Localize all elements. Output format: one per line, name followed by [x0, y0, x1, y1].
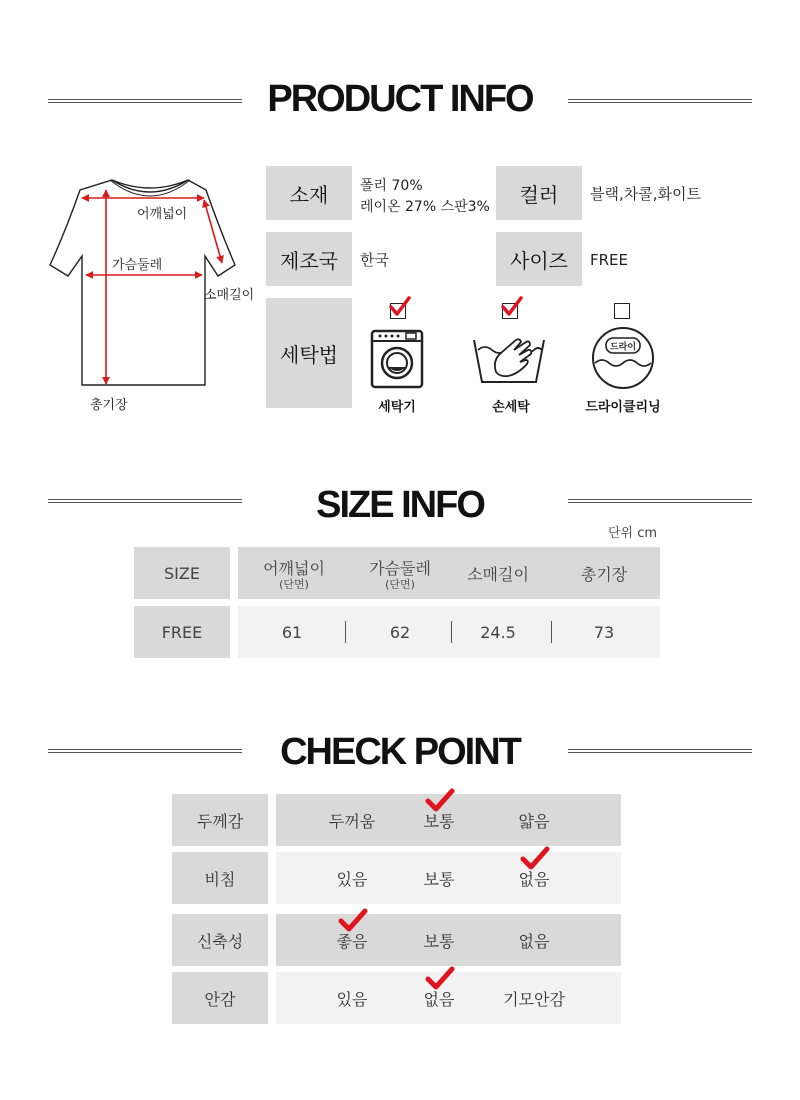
check-point-option[interactable]: 얇음: [518, 811, 550, 831]
check-point-option[interactable]: 기모안감: [503, 989, 565, 1009]
wash-label-box: [266, 298, 352, 408]
material-line2: 레이온 27% 스판3%: [360, 199, 490, 215]
color-label-box: [496, 166, 582, 220]
check-point-option[interactable]: 두꺼움: [328, 811, 376, 831]
col-name: 가슴둘레: [369, 559, 431, 578]
check-point-label: 신축성: [172, 914, 268, 966]
size-header-label: [134, 547, 230, 599]
check-point-label: 안감: [172, 972, 268, 1024]
wash-label: 세탁법: [280, 342, 338, 367]
check-point-options: [276, 972, 621, 1024]
size-value: 61: [281, 622, 303, 642]
size-col-chest: [350, 547, 450, 599]
dry-clean-checkbox[interactable]: [614, 303, 630, 319]
material-label-box: [266, 166, 352, 220]
washing-machine-icon: [370, 329, 424, 389]
care-label-dry: 드라이클리닝: [585, 400, 661, 415]
section-rule-right: [568, 749, 752, 753]
care-label-machine: 세탁기: [378, 400, 416, 415]
size-col-sleeve: [448, 547, 548, 599]
size-label-box: [496, 232, 582, 286]
size-row-text: FREE: [161, 622, 203, 642]
washing-machine-checkmark: [388, 296, 412, 318]
size-col-shoulder: [244, 547, 344, 599]
size-divider: [345, 621, 346, 643]
selected-checkmark-icon: [425, 788, 455, 812]
size-data-row: [134, 606, 660, 658]
sleeve-label: 소매길이: [204, 288, 255, 303]
hand-wash-icon: [472, 330, 546, 388]
size-label: 사이즈: [510, 248, 568, 273]
color-label: 컬러: [519, 182, 559, 207]
section-rule-right: [568, 499, 752, 503]
col-name: 총기장: [580, 564, 628, 584]
selected-checkmark-icon: [338, 908, 368, 932]
size-value-shoulder: [242, 606, 342, 658]
size-value-length: [554, 606, 654, 658]
check-point-option[interactable]: 없음: [518, 931, 550, 951]
shoulder-label: 어깨넓이: [137, 207, 188, 222]
col-name: 어깨넓이: [263, 559, 325, 578]
dry-clean-badge: 드라이: [609, 342, 637, 353]
size-row-label: [134, 606, 230, 658]
check-point-option[interactable]: 보통: [423, 931, 455, 951]
check-point-label: 두께감: [172, 794, 268, 846]
size-info-title: SIZE INFO: [316, 484, 484, 526]
section-rule-right: [568, 99, 752, 103]
length-label: 총기장: [90, 398, 128, 413]
size-value: 24.5: [480, 622, 516, 642]
size-value: 62: [389, 622, 411, 642]
check-point-option[interactable]: 있음: [336, 869, 368, 889]
origin-label-box: [266, 232, 352, 286]
hand-wash-checkmark: [500, 296, 524, 318]
col-name: 소매길이: [467, 564, 529, 584]
size-divider: [551, 621, 552, 643]
chest-label: 가슴둘레: [112, 258, 163, 273]
check-point-title: CHECK POINT: [280, 731, 520, 773]
material-label: 소재: [289, 182, 329, 207]
selected-checkmark-icon: [425, 966, 455, 990]
check-point-option[interactable]: 없음: [518, 869, 550, 889]
product-info-title: PRODUCT INFO: [267, 78, 533, 120]
check-point-options: [276, 794, 621, 846]
check-point-label: 비침: [172, 852, 268, 904]
check-point-options: [276, 914, 621, 966]
size-value-chest: [350, 606, 450, 658]
check-point-option[interactable]: 있음: [336, 989, 368, 1009]
dry-clean-icon: [590, 325, 656, 391]
size-col-length: [554, 547, 654, 599]
size-header-text: SIZE: [164, 563, 200, 583]
check-point-option[interactable]: 없음: [423, 989, 455, 1009]
col-sub: (단면): [279, 578, 309, 591]
check-point-options: [276, 852, 621, 904]
size-value: FREE: [590, 251, 629, 269]
check-point-option[interactable]: 보통: [423, 869, 455, 889]
size-value: 73: [593, 622, 615, 642]
care-label-hand: 손세탁: [492, 400, 530, 415]
size-value-sleeve: [448, 606, 548, 658]
material-line1: 폴리 70%: [360, 178, 423, 194]
selected-checkmark-icon: [520, 846, 550, 870]
origin-value: 한국: [360, 251, 389, 269]
col-sub: (단면): [385, 578, 415, 591]
size-unit: 단위 cm: [608, 526, 658, 541]
size-header-row: [134, 547, 660, 599]
origin-label: 제조국: [280, 248, 338, 273]
check-point-option[interactable]: 보통: [423, 811, 455, 831]
color-value: 블랙,차콜,화이트: [590, 185, 701, 203]
check-point-option[interactable]: 좋음: [336, 931, 368, 951]
